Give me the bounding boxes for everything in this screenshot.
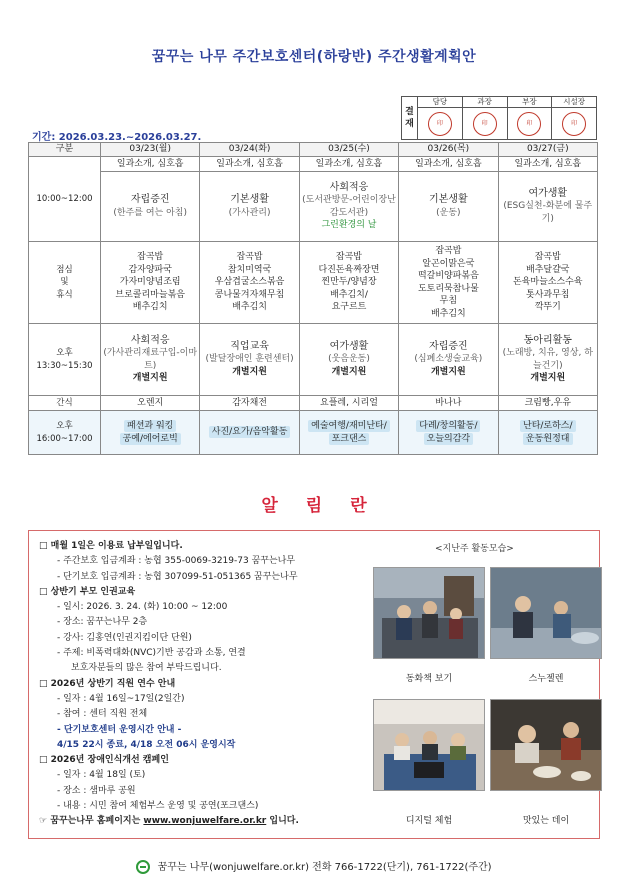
activity-detail: (운동)	[436, 207, 461, 218]
photos-title: <지난주 활동모습>	[435, 544, 514, 554]
notice-line: - 단기보호센터 운영시간 안내 -	[57, 724, 182, 735]
header-cell: 구분	[29, 143, 101, 157]
notice-line: - 주제: 비폭력대화(NVC)기반 공감과 소통, 연결	[57, 648, 246, 659]
menu-item: 톳사과무침	[526, 289, 570, 300]
activity-detail: (ESG실천-화분에 물주기)	[503, 201, 593, 224]
menu-item: 돈육마늘소스수육	[513, 277, 583, 288]
program-line: 난타/로하스/	[520, 420, 576, 432]
activity-extra: 개별지원	[132, 373, 168, 383]
approval-col	[552, 97, 596, 139]
activity-detail: (도서관방문-어린이장난감도서관)	[302, 195, 396, 218]
approval-role: 부장	[508, 97, 552, 108]
approval-col	[463, 97, 508, 139]
notice-line: - 일자 : 4월 16일~17일(2일간)	[57, 693, 185, 704]
activity-title: 기본생활	[230, 194, 269, 205]
menu-item: 깍뚜기	[534, 302, 561, 313]
pm2-label-line: 오후	[56, 421, 73, 431]
menu-item: 잡곡밥	[534, 252, 561, 263]
menu-item: 참치미역국	[227, 264, 272, 275]
activity-detail: (한주를 여는 아침)	[113, 207, 187, 218]
intro-cell: 일과소개, 심호흡	[200, 157, 299, 172]
pm-activity-cell	[200, 324, 299, 396]
notice-line: □ 매월 1일은 이용료 납부일입니다.	[39, 541, 183, 551]
activity-extra: 개별지원	[331, 366, 367, 377]
notice-line: - 내용 : 시민 참여 체험부스 운영 및 공연(포크댄스)	[57, 801, 259, 812]
snack-cell: 크림빵,우유	[498, 396, 597, 411]
photo-caption: 디지털 체험	[405, 816, 453, 826]
activity-detail: (웃음운동)	[328, 354, 370, 365]
approval-role: 담당	[418, 97, 462, 108]
day-header: 03/27(금)	[498, 143, 597, 157]
snack-cell: 바나나	[399, 396, 498, 411]
snack-cell: 감자채전	[200, 396, 299, 411]
program-cell	[399, 411, 498, 455]
program-cell	[200, 411, 299, 455]
menu-item: 잡곡밥	[137, 252, 164, 263]
activity-title: 기본생활	[429, 194, 468, 205]
seal-stamp: 印	[517, 112, 541, 136]
snack-cell: 오렌지	[101, 396, 200, 411]
intro-cell: 일과소개, 심호흡	[399, 157, 498, 172]
lunch-menu-cell	[299, 242, 398, 324]
notice-box	[28, 530, 600, 839]
activity-extra: 개별지원	[430, 366, 466, 377]
lunch-menu-cell	[200, 242, 299, 324]
intro-cell: 일과소개, 심호흡	[299, 157, 398, 172]
center-logo-icon	[136, 860, 150, 874]
notice-line: 보호자분들의 많은 참여 부탁드립니다.	[71, 663, 222, 674]
notice-line: - 참여 : 센터 직원 전체	[57, 709, 148, 720]
notice-line: - 장소: 꿈꾸는나무 2층	[57, 617, 148, 628]
notice-heading: 알림란	[261, 496, 395, 516]
notice-line: - 일자 : 4월 18일 (토)	[57, 770, 146, 781]
lunch-label-line: 휴식	[56, 289, 73, 300]
program-line: 사진/요가/음악활동	[209, 426, 291, 438]
menu-item: 우삼겹굴소스볶음	[214, 277, 285, 288]
activity-photo	[373, 567, 485, 659]
approval-role: 과장	[463, 97, 507, 108]
activity-title: 동아리활동	[523, 334, 572, 346]
activity-photo	[373, 699, 485, 791]
activity-note: 그린환경의 날	[321, 220, 377, 230]
time-label: 10:00~12:00	[29, 157, 101, 242]
notice-line: 4/15 22시 종료, 4/18 오전 06시 운영시작	[57, 739, 236, 750]
approval-box	[401, 96, 597, 140]
menu-item: 가자미양념조림	[119, 277, 181, 288]
approval-col	[508, 97, 553, 139]
am-activity-cell	[498, 172, 597, 242]
snack-cell: 요플레, 시리얼	[299, 396, 398, 411]
time-label	[29, 324, 101, 396]
menu-item: 배추김치	[430, 308, 466, 319]
activity-title: 여가생활	[528, 187, 568, 199]
activity-detail: (가사관리)	[228, 207, 271, 218]
seal-stamp: 印	[562, 112, 586, 136]
menu-item: 알곤이맑은국	[422, 258, 475, 269]
menu-item: 무침	[439, 296, 458, 306]
pm-activity-cell	[498, 324, 597, 396]
notice-line: □ 상반기 부모 인권교육	[39, 586, 136, 597]
homepage-link[interactable]: www.wonjuwelfare.or.kr	[143, 816, 267, 827]
pm-label-line: 오후	[56, 348, 73, 358]
program-line: 운동원정대	[523, 433, 572, 445]
photo-caption: 동화책 보기	[405, 674, 453, 684]
activity-title: 사회적응	[130, 334, 170, 346]
page-title: 꿈꾸는 나무 주간보호센터(하랑반) 주간생활계획안	[151, 49, 477, 65]
program-cell	[498, 411, 597, 455]
activity-extra: 개별지원	[232, 366, 267, 377]
menu-item: 잡곡밥	[236, 252, 263, 263]
menu-item: 요구르트	[331, 302, 367, 313]
notice-line: - 단기보호 입금계좌 : 농협 307099-51-051365 꿈꾸는나무	[57, 571, 298, 582]
lunch-menu-cell	[399, 242, 498, 324]
activity-title: 자립증진	[429, 340, 468, 352]
day-header: 03/23(월)	[101, 143, 200, 157]
menu-item: 잡곡밥	[335, 252, 363, 263]
program-line: 공예/에어로빅	[120, 433, 181, 445]
menu-item: 배추김치	[132, 302, 168, 313]
activity-detail: (발달장애인 훈련센터)	[205, 354, 294, 365]
activity-title: 사회적응	[329, 181, 369, 193]
menu-item: 떡갈비양파볶음	[417, 271, 479, 281]
footer-contact: 꿈꾸는 나무(wonjuwelfare.or.kr) 전화 766-1722(단기), 761-1722(주간)	[157, 862, 492, 873]
program-cell	[101, 411, 200, 455]
notice-line: - 주간보호 입금계좌 : 농협 355-0069-3219-73 꿈꾸는나무	[57, 556, 296, 567]
program-line: 포크댄스	[329, 433, 370, 445]
approval-label: 결 재	[402, 97, 418, 139]
pm2-label-line: 16:00~17:00	[36, 433, 93, 444]
activity-detail: (가사관리재료구입-이마트)	[103, 348, 198, 371]
am-activity-cell	[200, 172, 299, 242]
approval-col	[418, 97, 463, 139]
menu-item: 콩나물겨자채무침	[214, 289, 285, 300]
notice-list	[39, 539, 369, 830]
day-header: 03/24(화)	[200, 143, 299, 157]
activity-detail: (노래방, 치유, 영상, 하늘건기)	[502, 348, 593, 371]
menu-item: 브로콜리마늘볶음	[115, 289, 185, 300]
menu-item: 배추김치	[232, 302, 267, 313]
notice-line: □ 2026년 장애인식개선 캠페인	[39, 755, 169, 766]
activity-title: 자립증진	[130, 194, 170, 205]
lunch-label-line: 및	[60, 277, 69, 288]
lunch-label-line: 점심	[56, 264, 73, 275]
menu-item: 도토리묵참나물	[417, 283, 479, 294]
activity-title: 직업교육	[230, 340, 269, 352]
menu-item: 감자양파국	[128, 264, 172, 275]
pm-label-line: 13:30~15:30	[36, 360, 93, 371]
approval-role: 시설장	[552, 97, 596, 108]
seal-stamp: 印	[428, 112, 452, 136]
lunch-menu-cell	[498, 242, 597, 324]
am-activity-cell	[299, 172, 398, 242]
pm-activity-cell	[399, 324, 498, 396]
day-header: 03/25(수)	[299, 143, 398, 157]
homepage-line	[39, 814, 369, 829]
notice-line: - 강사: 김홍연(인권지킴이단 단원)	[57, 632, 192, 643]
pm-activity-cell	[101, 324, 200, 396]
seal-stamp: 印	[473, 112, 497, 136]
time-label	[29, 242, 101, 324]
activity-title: 여가생활	[329, 340, 369, 352]
am-activity-cell	[101, 172, 200, 242]
day-header: 03/26(목)	[399, 143, 498, 157]
schedule-period: 기간: 2026.03.23.~2026.03.27.	[32, 132, 202, 143]
intro-cell: 일과소개, 심호흡	[101, 157, 200, 172]
activity-photo	[490, 567, 602, 659]
am-activity-cell	[399, 172, 498, 242]
intro-cell: 일과소개, 심호흡	[498, 157, 597, 172]
program-line: 패션과 워킹	[124, 420, 176, 432]
lunch-menu-cell	[101, 242, 200, 324]
program-line: 예술여행/재미난타/	[308, 420, 390, 432]
footer	[0, 858, 628, 874]
notice-line: - 장소 : 샘마루 공원	[57, 785, 136, 796]
photo-caption: 스누젤렌	[528, 674, 564, 684]
menu-item: 배추김치/	[330, 289, 368, 300]
homepage-prefix: ☞ 꿈꾸는나무 홈페이지는	[39, 816, 141, 827]
program-line: 오늘의감각	[424, 433, 473, 445]
time-label: 간식	[29, 396, 101, 411]
menu-item: 배추달걀국	[526, 264, 570, 275]
photo-caption: 맛있는 데이	[522, 816, 570, 826]
weekly-schedule-table	[28, 142, 598, 455]
menu-item: 잡곡밥	[435, 246, 462, 256]
program-line: 다례/창의활동/	[416, 420, 480, 432]
activity-photo	[490, 699, 602, 791]
menu-item: 찐만두/양념장	[321, 277, 377, 288]
program-cell	[299, 411, 398, 455]
homepage-suffix: 입니다.	[269, 816, 299, 827]
notice-line: □ 2026년 상반기 직원 연수 안내	[39, 678, 176, 689]
activity-extra: 개별지원	[530, 373, 566, 383]
activity-detail: (심폐소생술교육)	[414, 354, 483, 365]
menu-item: 다진돈육짜장면	[318, 264, 380, 275]
pm-activity-cell	[299, 324, 398, 396]
notice-line: - 일시: 2026. 3. 24. (화) 10:00 ~ 12:00	[57, 602, 228, 613]
time-label	[29, 411, 101, 455]
